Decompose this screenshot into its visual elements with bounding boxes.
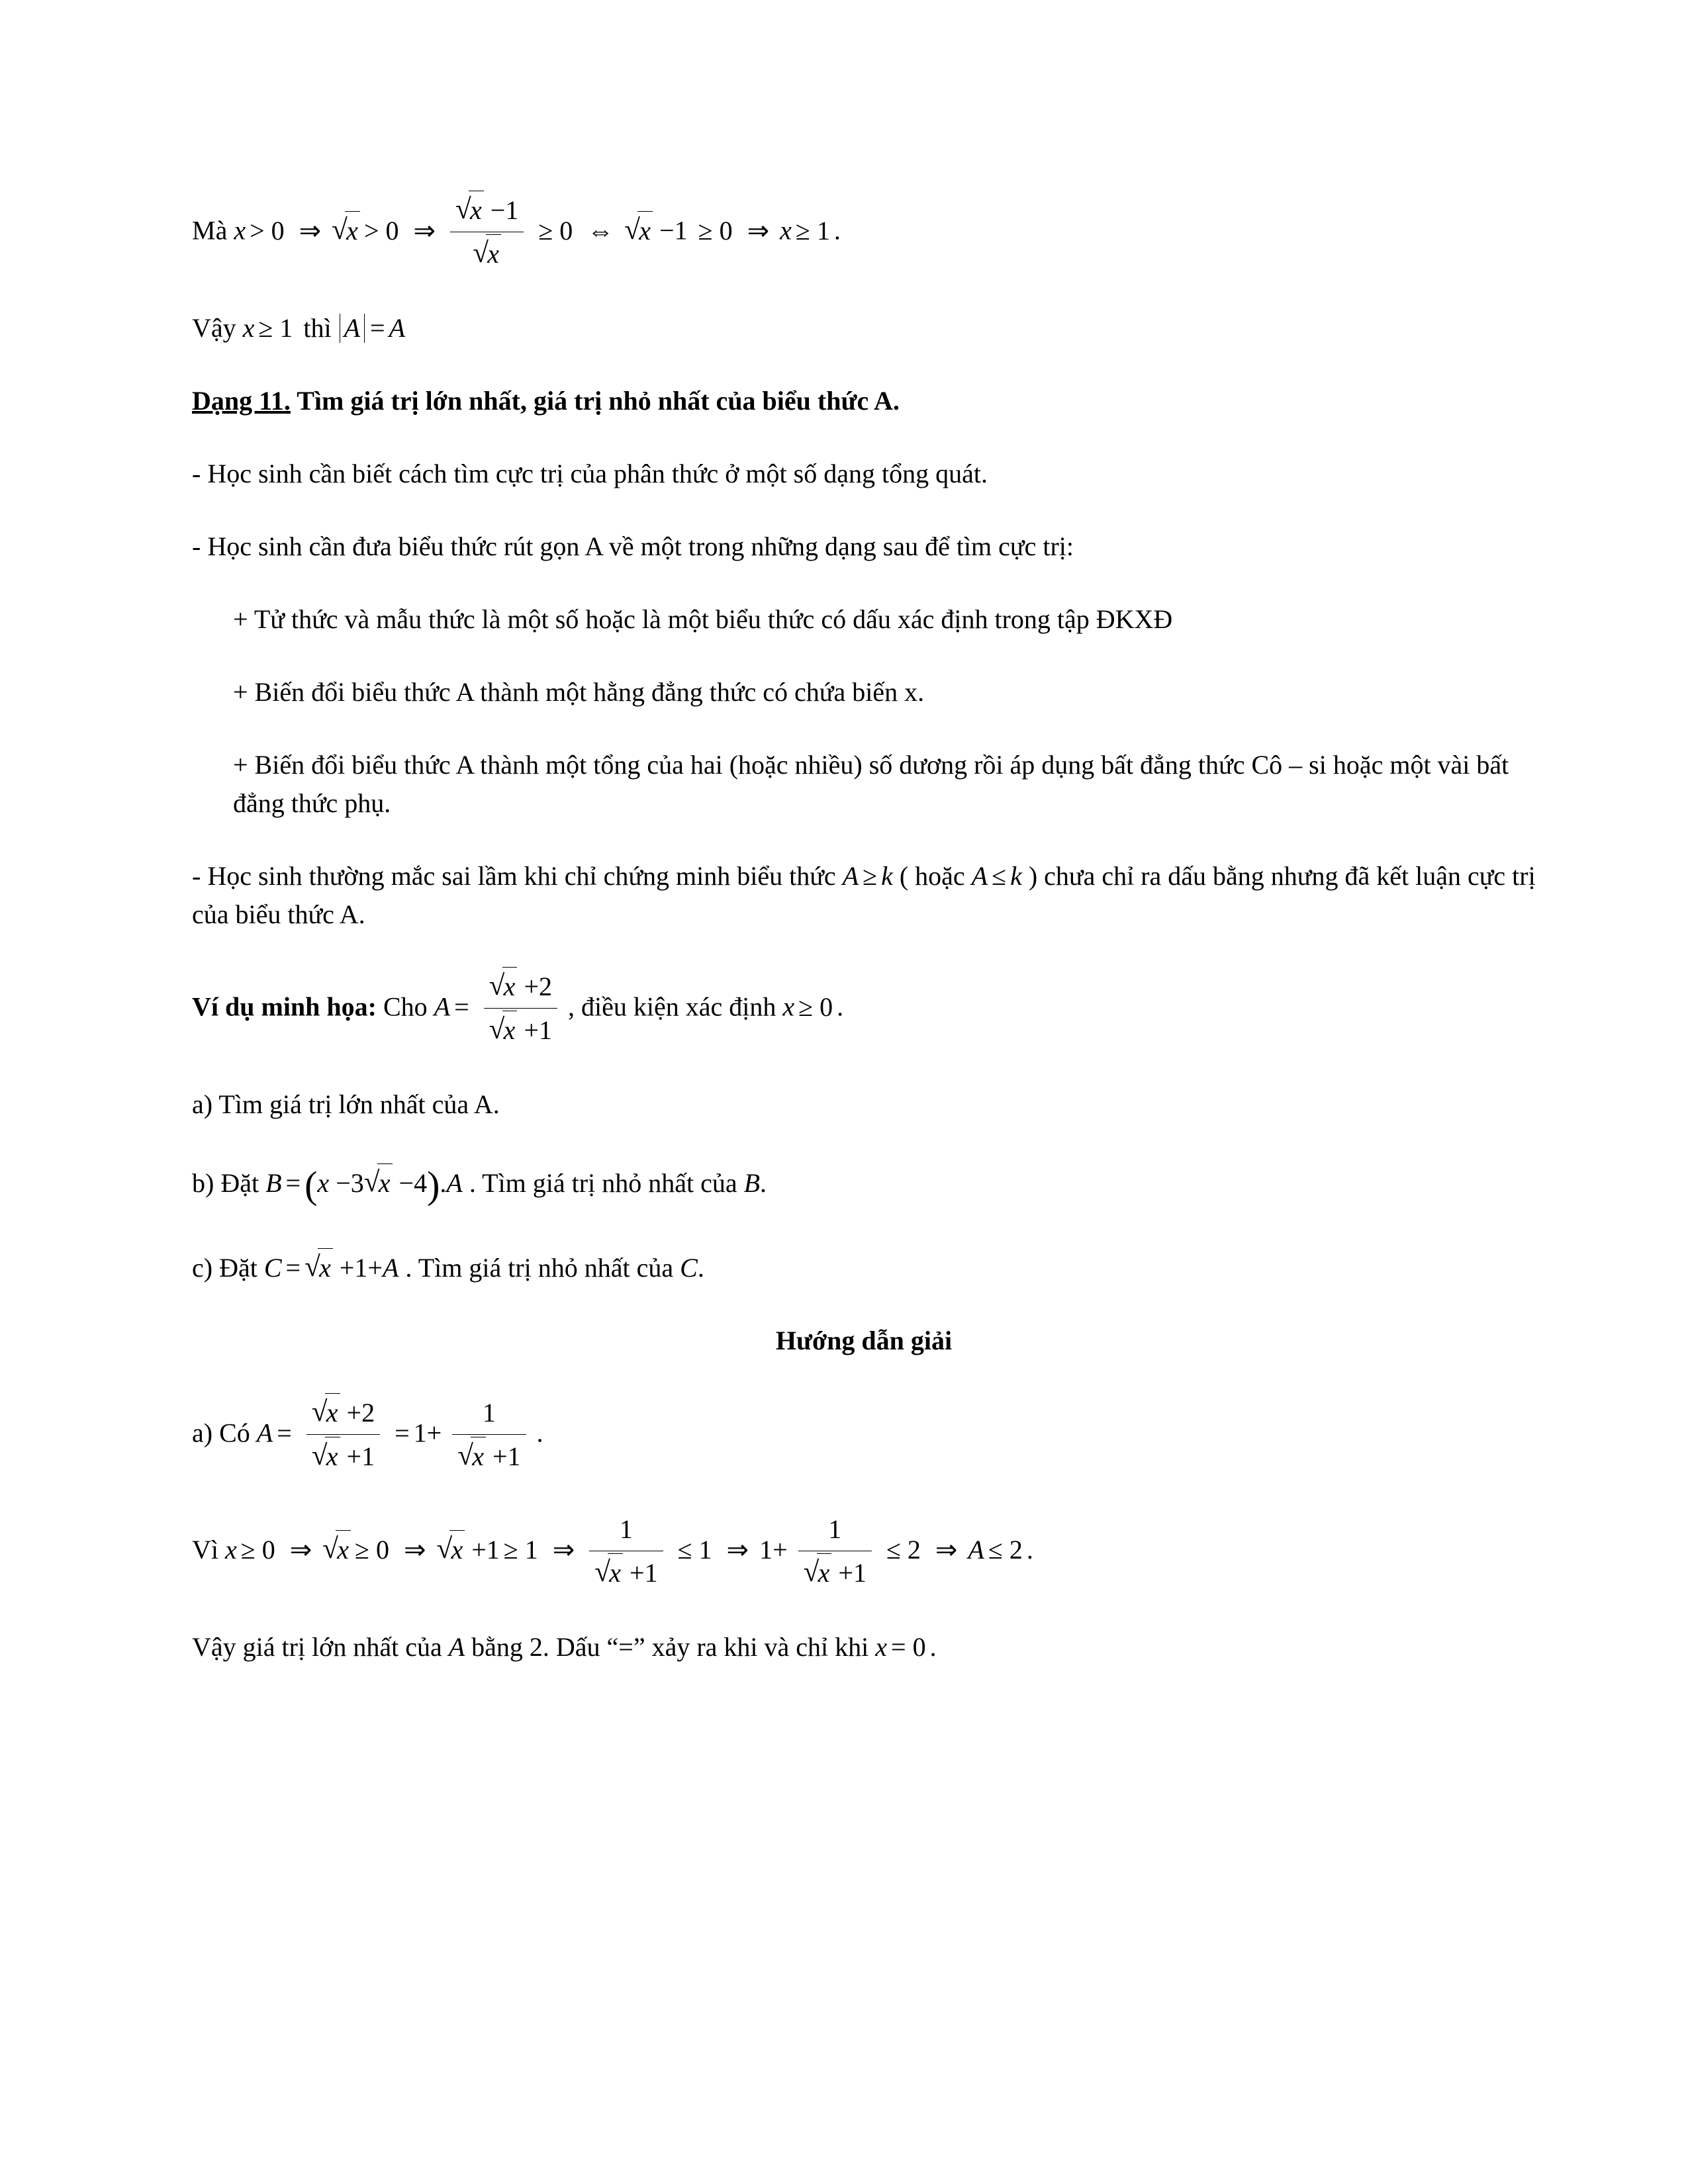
rel-ge1-3: ≥ 1 — [503, 1535, 538, 1565]
text-ma: Mà — [192, 215, 228, 246]
sub-bullet-3-line1: + Biến đổi biểu thức A thành một tổng của hai (hoặc nhiều) số dương rồi áp dụng bất — [233, 750, 1134, 780]
sqrt-x-1: √ x — [332, 211, 360, 250]
fraction-sqrtx-minus-1-over-sqrtx: √ x −1 √ x — [450, 191, 524, 273]
rel-ge-k: ≥ — [863, 861, 878, 891]
question-c-label: c) — [192, 1253, 213, 1283]
period-7: . — [929, 1632, 937, 1662]
bullet-3-part2: ra dấu bằng nhưng đã kết luận cực trị của biểu thức A. — [192, 861, 1536, 929]
solution-heading: Hướng dẫn giải — [775, 1326, 953, 1356]
bullet-3-close: ) chưa chỉ — [1028, 861, 1135, 891]
var-x-3: x — [242, 313, 255, 343]
solution-a-line-1: a) Có A = √ x +2 √ x +1 = 1+ 1 √ x +1 . — [192, 1394, 1536, 1477]
text-vay: Vậy — [192, 313, 236, 343]
eq-5: = — [277, 1418, 292, 1448]
conclusion-part2: bằng 2. Dấu “=” xảy ra khi và chỉ khi — [471, 1632, 869, 1662]
text-dkxd: , điều kiện xác định — [568, 991, 776, 1022]
var-A-5: A — [446, 1168, 463, 1199]
var-B-2: B — [743, 1168, 761, 1199]
implies-3: ⇒ — [747, 215, 770, 246]
heading-dang-11 — [192, 382, 1536, 420]
rel-ge0-3: ≥ 0 — [798, 991, 833, 1022]
var-A-2: A — [842, 861, 859, 891]
rel-ge0-5: ≥ 0 — [355, 1535, 389, 1565]
bullet-3 — [192, 857, 1536, 934]
var-A-8: A — [968, 1535, 984, 1565]
text-co: Có — [219, 1418, 250, 1448]
eq-3: = — [285, 1168, 301, 1199]
implies-2: ⇒ — [413, 215, 436, 246]
example-intro — [192, 968, 1536, 1051]
var-A-4: A — [434, 991, 451, 1022]
var-A-1: A — [389, 313, 406, 343]
sqrt-x-2: √ x — [624, 211, 653, 250]
text-thi: thì — [303, 313, 332, 343]
solution-a-label: a) — [192, 1418, 213, 1448]
var-A-3: A — [971, 861, 988, 891]
bullet-3-mid: ( hoặc — [899, 861, 965, 891]
example-label: Ví dụ minh họa: — [192, 991, 377, 1022]
bullet-1: - Học sinh cần biết cách tìm cực trị của phân thức ở một số dạng tổng quát. — [192, 459, 988, 488]
text-dat-c: Đặt — [219, 1253, 258, 1283]
bullet-3-part1: - Học sinh thường mắc sai lầm khi chỉ chứng minh biểu thức — [192, 861, 836, 891]
sub-bullet-3 — [233, 746, 1536, 823]
rel-eq0: = 0 — [891, 1632, 926, 1662]
var-x-4: x — [782, 991, 795, 1022]
question-a-label: a) — [192, 1089, 213, 1119]
paren-close-1: ) — [427, 1163, 440, 1206]
sqrt-x-5: √ x — [322, 1530, 351, 1569]
fraction-1-over-sqrtx-plus-1-b: 1 √ x +1 — [589, 1510, 663, 1592]
var-B-1: B — [265, 1168, 282, 1199]
text-cho: Cho — [383, 991, 428, 1022]
period-2: . — [837, 991, 844, 1022]
implies-6: ⇒ — [552, 1535, 575, 1565]
implies-7: ⇒ — [726, 1535, 749, 1565]
sqrt-x-3: √ x — [364, 1163, 393, 1203]
text-timmin-c: . Tìm giá trị nhỏ nhất của — [405, 1253, 674, 1283]
solution-a-line-2: Vì x ≥ 0 ⇒ √ x ≥ 0 ⇒ √ x +1 ≥ 1 ⇒ 1 √ x +1 ≤ 1 ⇒ 1+ 1 √ x +1 ≤ 2 ⇒ A ≤ 2 . — [192, 1512, 1536, 1594]
iff-1: ⇔ — [587, 215, 614, 246]
heading-text: Tìm giá trị lớn nhất, giá trị nhỏ nhất của biểu thức A. — [297, 386, 900, 416]
rel-ge0-2: ≥ 0 — [698, 215, 733, 246]
sqrt-x-4: √ x — [305, 1248, 333, 1287]
implies-5: ⇒ — [403, 1535, 426, 1565]
rel-ge0-4: ≥ 0 — [240, 1535, 275, 1565]
period-3: . — [760, 1168, 767, 1199]
var-A-6: A — [382, 1253, 399, 1283]
rel-le1: ≤ 1 — [677, 1535, 712, 1565]
eq-4: = — [285, 1253, 301, 1283]
rel-le2-b: ≤ 2 — [988, 1535, 1023, 1565]
question-b-label: b) — [192, 1168, 214, 1199]
question-a — [192, 1085, 1536, 1124]
eq-1: = — [370, 313, 385, 343]
text-timmin-b: . Tìm giá trị nhỏ nhất của — [469, 1168, 737, 1199]
rel-le-k: ≤ — [992, 861, 1007, 891]
conclusion-part1: Vậy giá trị lớn nhất của — [192, 1632, 442, 1662]
sub-bullet-1: + Tử thức và mẫu thức là một số hoặc là một biểu thức có dấu xác định trong tập ĐKXĐ — [233, 604, 1173, 634]
question-b: b) Đặt B = (x −3 √ x −4).A . Tìm giá trị nhỏ nhất của B. — [192, 1158, 1536, 1214]
period-4: . — [697, 1253, 704, 1283]
fraction-1-over-sqrtx-plus-1-c: 1 √ x +1 — [798, 1510, 872, 1592]
period-6: . — [1026, 1535, 1033, 1565]
abs-A: A — [340, 314, 365, 343]
implies-1: ⇒ — [299, 215, 322, 246]
eq-6: = — [395, 1418, 410, 1448]
eq-2: = — [454, 991, 469, 1022]
heading-label: Dạng 11. — [192, 386, 291, 416]
text-vi: Vì — [192, 1535, 218, 1565]
var-A-7: A — [256, 1418, 273, 1448]
rel-gt0: > 0 — [250, 215, 285, 246]
implies-4: ⇒ — [289, 1535, 312, 1565]
rel-ge1: ≥ 1 — [795, 215, 830, 246]
var-x-6: x — [875, 1632, 888, 1662]
var-k-2: k — [1010, 861, 1022, 891]
rel-ge1-2: ≥ 1 — [258, 313, 293, 343]
question-c: c) Đặt C = √ x +1+A . Tìm giá trị nhỏ nhất của C. — [192, 1248, 1536, 1287]
rel-gt0-2: > 0 — [363, 215, 399, 246]
period-1: . — [833, 215, 841, 246]
fraction-sqrtx-plus-2-over-sqrtx-plus-1-b: √ x +2 √ x +1 — [306, 1393, 380, 1476]
question-a-text: Tìm giá trị lớn nhất của A. — [218, 1089, 500, 1119]
period-5: . — [536, 1418, 543, 1448]
implies-8: ⇒ — [935, 1535, 958, 1565]
sqrt-x-6: √ x — [436, 1530, 465, 1569]
fraction-1-over-sqrtx-plus-1: 1 √ x +1 — [452, 1394, 526, 1476]
text-dat-b: Đặt — [220, 1168, 259, 1199]
bullet-2: - Học sinh cần đưa biểu thức rút gọn A về một trong những dạng sau để tìm cực trị: — [192, 531, 1074, 561]
var-x-2: x — [780, 215, 792, 246]
var-C-2: C — [680, 1253, 698, 1283]
math-line-1: Mà x > 0 ⇒ √ x > 0 ⇒ √ x −1 √ x ≥ 0 ⇔ √ x −1 ≥ 0 ⇒ x ≥ 1 . — [192, 192, 1536, 275]
rel-ge0-1: ≥ 0 — [538, 215, 573, 246]
var-C-1: C — [263, 1253, 282, 1283]
solution-a-conclusion — [192, 1628, 1536, 1666]
fraction-sqrtx-plus-2-over-sqrtx-plus-1: √ x +2 √ x +1 — [484, 967, 557, 1050]
var-x-5: x — [225, 1535, 237, 1565]
var-x: x — [234, 215, 246, 246]
rel-le2: ≤ 2 — [886, 1535, 921, 1565]
var-k-1: k — [881, 861, 893, 891]
var-A-9: A — [448, 1632, 465, 1662]
sub-bullet-3-line2: đẳng thức Cô – si hoặc một vài bất đẳng thức phụ. — [233, 750, 1509, 818]
paren-open-1: ( — [305, 1163, 318, 1206]
math-line-2 — [192, 309, 1536, 347]
sub-bullet-2: + Biến đổi biểu thức A thành một hằng đẳng thức có chứa biến x. — [233, 677, 925, 707]
